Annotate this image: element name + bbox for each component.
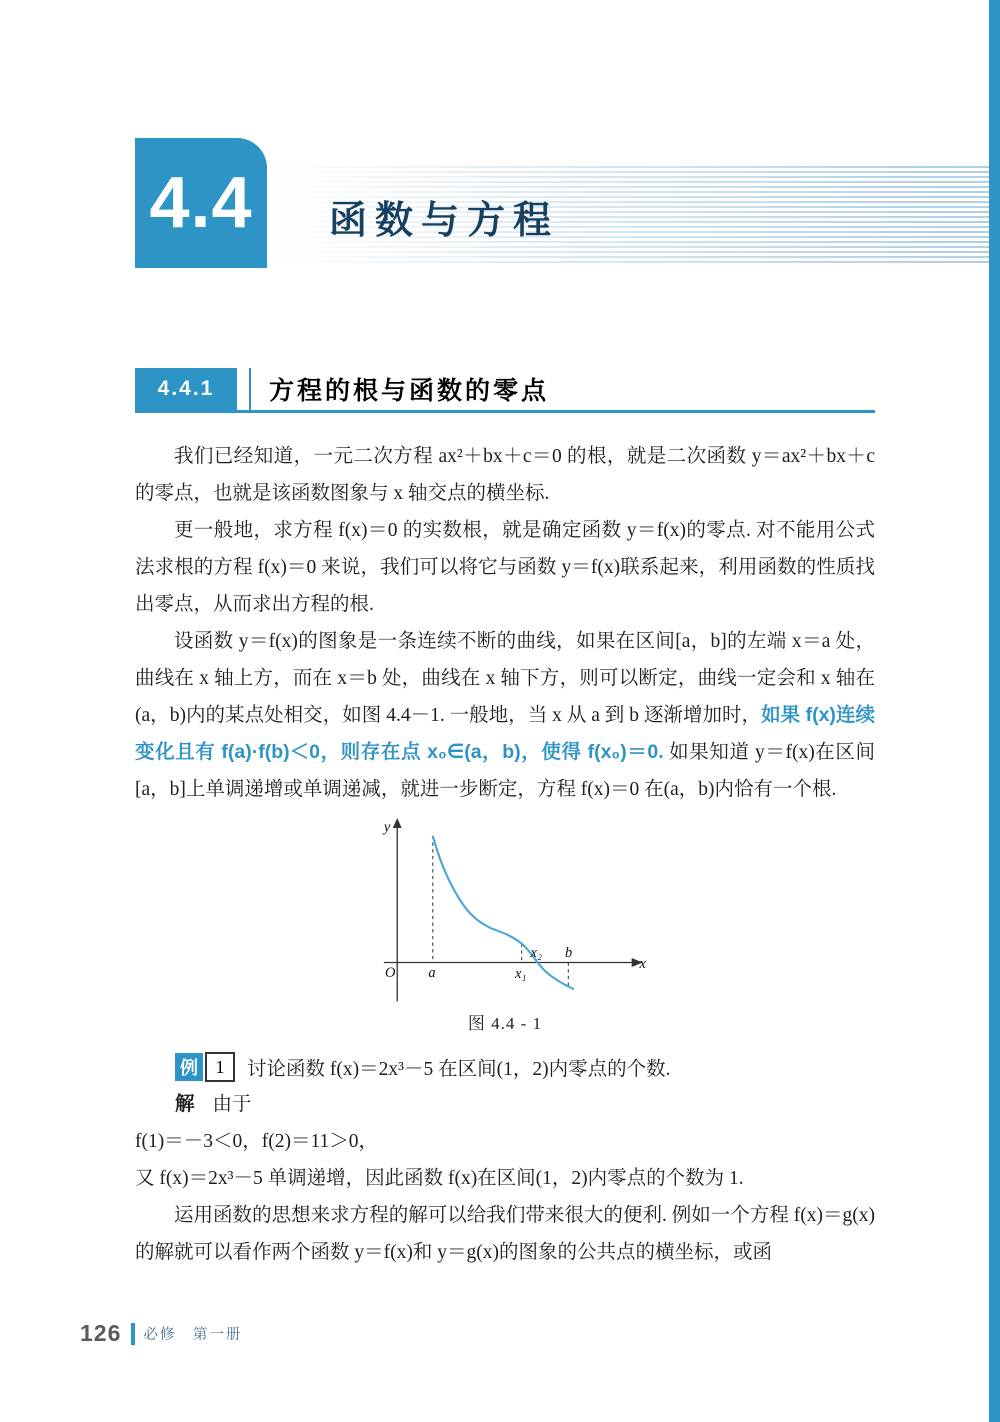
x1-label: x₁ [515, 966, 527, 983]
example-text: 讨论函数 f(x)＝2x³－5 在区间(1，2)内零点的个数. [247, 1059, 671, 1080]
section-heading-row [135, 368, 875, 410]
solution-intro-row [135, 1086, 875, 1123]
function-curve [433, 836, 574, 989]
book-label: 必修 第一册 [143, 1327, 243, 1343]
y-axis-arrow-icon [393, 818, 402, 828]
chapter-banner [267, 166, 989, 266]
page-edge-bar [989, 0, 1000, 1422]
chapter-number-box [135, 138, 267, 268]
section-number-box: 4.4.1 [135, 368, 237, 410]
origin-label: O [385, 964, 396, 981]
figure-caption: 图 4.4 - 1 [467, 1014, 543, 1033]
function-graph [355, 818, 655, 1007]
section-underline [135, 410, 875, 413]
solution-conclusion: 又 f(x)＝2x³－5 单调递增，因此函数 f(x)在区间(1，2)内零点的个数为 1. [135, 1168, 744, 1189]
paragraph-3-tail: 如果知道 y＝f(x)在区间[a，b]上单调递增或单调递减，就进一步断定，方程 f(x)＝0 在(a，b)内恰有一个根. [135, 742, 876, 800]
example-badge: 例 [175, 1053, 203, 1081]
chapter-title: 函数与方程 [329, 199, 560, 242]
page-content [135, 438, 875, 1271]
section-heading [135, 368, 875, 413]
solution-intro: 由于 [212, 1094, 252, 1115]
paragraph-3-key-statement: 如果 f(x)连续变化且有 f(a)·f(b)＜0，则存在点 x₀∈(a，b)，使得 f(x₀)＝0. [135, 704, 875, 763]
page-number: 126 [80, 1320, 122, 1346]
paragraph-3-lead: 设函数 y＝f(x)的图象是一条连续不断的曲线，如果在区间[a，b]的左端 x＝a 处，曲线在 x 轴上方，而在 x＝b 处，曲线在 x 轴下方，则可以断定，曲线一定会和 x 轴在(a，b)内的某点处相交，如图 4.4－1. 一般地，当 x 从 a 到 b 逐渐增加时， [135, 631, 875, 726]
example-1 [135, 1052, 875, 1082]
paragraph-1: 我们已经知道，一元二次方程 ax²＋bx＋c＝0 的根，就是二次函数 y＝ax²＋bx＋c 的零点，也就是该函数图象与 x 轴交点的横坐标. [135, 446, 875, 504]
paragraph-4: 运用函数的思想来求方程的解可以给我们带来很大的便利. 例如一个方程 f(x)＝g(x)的解就可以看作两个函数 y＝f(x)和 y＝g(x)的图象的公共点的横坐标，或函 [135, 1205, 875, 1263]
y-axis-label: y [383, 819, 391, 836]
page-footer [80, 1320, 242, 1347]
paragraph-2: 更一般地，求方程 f(x)＝0 的实数根，就是确定函数 y＝f(x)的零点. 对不能用公式法求根的方程 f(x)＝0 来说，我们可以将它与函数 y＝f(x)联系起来，利用函数的性质找出零点，从而求出方程的根. [135, 520, 875, 615]
solution-equation: f(1)＝－3＜0，f(2)＝11＞0， [135, 1131, 378, 1152]
a-label: a [428, 964, 436, 981]
solution-label: 解 [175, 1093, 195, 1115]
footer-tick [131, 1323, 135, 1345]
x-axis-label: x [639, 956, 646, 973]
figure-4-4-1 [355, 818, 655, 1034]
section-divider [249, 368, 251, 410]
paragraph-3 [135, 623, 875, 808]
chapter-number: 4.4 [149, 163, 253, 243]
x2-label: x₂ [530, 944, 542, 961]
b-label: b [565, 944, 573, 961]
example-number: 1 [205, 1052, 235, 1082]
section-title: 方程的根与函数的零点 [269, 377, 550, 405]
